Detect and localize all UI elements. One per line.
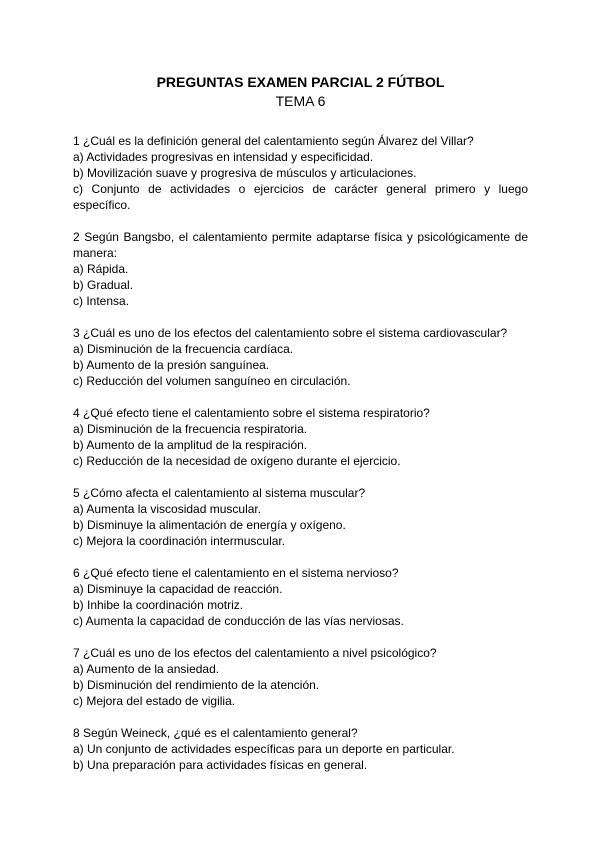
option-b: b) Inhibe la coordinación motriz. [73,598,244,612]
option-c: c) Reducción del volumen sanguíneo en circulación. [73,374,351,388]
question-text: 1 ¿Cuál es la definición general del calentamiento según Álvarez del Villar? [73,134,474,148]
document-page [73,74,528,789]
question-text: 3 ¿Cuál es uno de los efectos del calentamiento sobre el sistema cardiovascular? [73,326,508,340]
question-3 [73,325,528,389]
option-a: a) Un conjunto de actividades específicas para un deporte en particular. [73,742,455,756]
option-a: a) Disminuye la capacidad de reacción. [73,582,283,596]
question-8 [73,725,528,773]
document-subtitle: TEMA 6 [275,93,326,109]
option-c: c) Mejora del estado de vigilia. [73,694,236,708]
option-c: c) Conjunto de actividades o ejercicios de carácter general primero y luego específico. [73,182,528,212]
option-a: a) Disminución de la frecuencia cardíaca. [73,342,294,356]
document-title: PREGUNTAS EXAMEN PARCIAL 2 FÚTBOL [156,74,445,90]
option-b: b) Disminuye la alimentación de energía y oxígeno. [73,518,346,532]
option-b: b) Gradual. [73,278,134,292]
question-4 [73,405,528,469]
question-1 [73,133,528,213]
option-c: c) Mejora la coordinación intermuscular. [73,534,286,548]
option-b: b) Movilización suave y progresiva de músculos y articulaciones. [73,166,417,180]
question-list [73,133,528,773]
option-a: a) Disminución de la frecuencia respiratoria. [73,422,308,436]
question-2 [73,229,528,309]
question-text: 5 ¿Cómo afecta el calentamiento al sistema muscular? [73,486,366,500]
question-6 [73,565,528,629]
question-7 [73,645,528,709]
option-a: a) Aumenta la viscosidad muscular. [73,502,262,516]
option-a: a) Aumento de la ansiedad. [73,662,220,676]
question-text: 8 Según Weineck, ¿qué es el calentamiento general? [73,726,358,740]
question-text: 2 Según Bangsbo, el calentamiento permite adaptarse física y psicológicamente de manera: [73,230,528,260]
option-c: c) Aumenta la capacidad de conducción de las vías nerviosas. [73,614,404,628]
question-5 [73,485,528,549]
option-a: a) Actividades progresivas en intensidad y especificidad. [73,150,374,164]
question-text: 4 ¿Qué efecto tiene el calentamiento sobre el sistema respiratorio? [73,406,430,420]
option-c: c) Intensa. [73,294,130,308]
option-b: b) Aumento de la amplitud de la respiración. [73,438,308,452]
option-b: b) Disminución del rendimiento de la atención. [73,678,320,692]
option-a: a) Rápida. [73,262,129,276]
option-b: b) Una preparación para actividades físicas en general. [73,758,368,772]
option-b: b) Aumento de la presión sanguínea. [73,358,270,372]
option-c: c) Reducción de la necesidad de oxígeno durante el ejercicio. [73,454,401,468]
question-text: 6 ¿Qué efecto tiene el calentamiento en el sistema nervioso? [73,566,399,580]
question-text: 7 ¿Cuál es uno de los efectos del calentamiento a nivel psicológico? [73,646,437,660]
